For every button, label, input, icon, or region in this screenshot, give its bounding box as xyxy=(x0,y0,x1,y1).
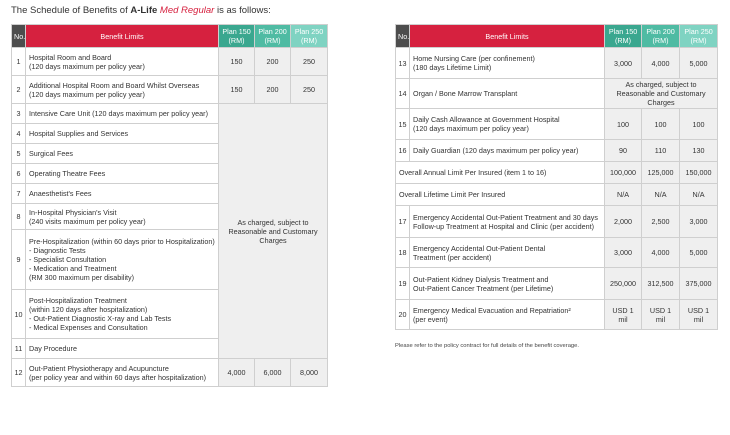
plan-150-value: 150 xyxy=(219,76,255,104)
plan-200-value: N/A xyxy=(642,184,680,206)
table-header xyxy=(396,25,718,48)
row-no: 19 xyxy=(396,268,410,300)
plan-150-value: USD 1 mil xyxy=(605,300,642,330)
row-limit: Out-Patient Kidney Dialysis Treatment and Out-Patient Cancer Treatment (per Lifetime) xyxy=(410,268,605,300)
plan-250-value: 3,000 xyxy=(680,206,718,238)
table-row xyxy=(396,206,718,238)
plan-250-value: 250 xyxy=(291,48,328,76)
plan-250-value: 150,000 xyxy=(680,162,718,184)
as-charged-cell xyxy=(219,104,328,359)
row-no: 1 xyxy=(12,48,26,76)
plan-150-value: 250,000 xyxy=(605,268,642,300)
row-no: 5 xyxy=(12,144,26,164)
row-no: 15 xyxy=(396,109,410,140)
plan-150-value: 90 xyxy=(605,140,642,162)
plan-200-value: 200 xyxy=(255,48,291,76)
table-row xyxy=(396,140,718,162)
row-limit: Emergency Accidental Out-Patient Treatment and 30 days Follow-up Treatment at Hospital and Clinic (per accident) xyxy=(410,206,605,238)
table-row xyxy=(396,48,718,79)
plan-150-value: 150 xyxy=(219,48,255,76)
row-no: 6 xyxy=(12,164,26,184)
plan-250-value: 100 xyxy=(680,109,718,140)
table-row xyxy=(396,268,718,300)
as-charged-cell: As charged, subject to Reasonable and Customary Charges xyxy=(605,79,718,109)
table-row xyxy=(12,359,328,387)
plan-200-value: 200 xyxy=(255,76,291,104)
row-no: 11 xyxy=(12,339,26,359)
header-plan-200: Plan 200 (RM) xyxy=(642,25,680,48)
plan-250-value: 130 xyxy=(680,140,718,162)
row-no: 17 xyxy=(396,206,410,238)
plan-150-value: 3,000 xyxy=(605,238,642,268)
row-limit: Emergency Medical Evacuation and Repatriation² (per event) xyxy=(410,300,605,330)
row-no: 4 xyxy=(12,124,26,144)
row-no: 20 xyxy=(396,300,410,330)
table-header xyxy=(12,25,328,48)
row-limit: Daily Cash Allowance at Government Hospital (120 days maximum per policy year) xyxy=(410,109,605,140)
row-limit: Emergency Accidental Out-Patient Dental Treatment (per accident) xyxy=(410,238,605,268)
row-no: 12 xyxy=(12,359,26,387)
row-limit: Pre-Hospitalization (within 60 days prior to Hospitalization) - Diagnostic Tests - Specialist Consultation - Medication and Treatment (RM 300 maximum per disability) xyxy=(26,230,219,290)
row-no: 9 xyxy=(12,230,26,290)
row-no: 2 xyxy=(12,76,26,104)
plan-200-value: 6,000 xyxy=(255,359,291,387)
plan-200-value: 2,500 xyxy=(642,206,680,238)
row-limit: Post-Hospitalization Treatment (within 120 days after hospitalization) - Out-Patient Diagnostic X-ray and Lab Tests - Medical Expenses and Consultation xyxy=(26,290,219,339)
plan-150-value: 4,000 xyxy=(219,359,255,387)
table-row xyxy=(12,48,328,76)
row-no: 14 xyxy=(396,79,410,109)
row-no: 3 xyxy=(12,104,26,124)
header-plan-150: Plan 150 (RM) xyxy=(605,25,642,48)
plan-250-value: 250 xyxy=(291,76,328,104)
plan-250-value: N/A xyxy=(680,184,718,206)
row-limit: Organ / Bone Marrow Transplant xyxy=(410,79,605,109)
table-row xyxy=(396,184,718,206)
title-suffix: is as follows: xyxy=(214,5,271,16)
as-charged-text: As charged, subject to Reasonable and Customary Charges xyxy=(228,217,318,245)
plan-200-value: 110 xyxy=(642,140,680,162)
header-plan-200: Plan 200 (RM) xyxy=(255,25,291,48)
row-limit: Surgical Fees xyxy=(26,144,219,164)
plan-200-value: USD 1 mil xyxy=(642,300,680,330)
row-no: 10 xyxy=(12,290,26,339)
header-benefit-limits: Benefit Limits xyxy=(410,25,605,48)
title-prefix: The Schedule of Benefits of xyxy=(11,5,131,16)
row-limit: Intensive Care Unit (120 days maximum per policy year) xyxy=(26,104,219,124)
plan-250-value: 375,000 xyxy=(680,268,718,300)
plan-150-value: 2,000 xyxy=(605,206,642,238)
table-row xyxy=(396,79,718,109)
header-plan-250: Plan 250 (RM) xyxy=(291,25,328,48)
row-no: 18 xyxy=(396,238,410,268)
row-limit: Anaesthetist's Fees xyxy=(26,184,219,204)
table-row xyxy=(12,104,328,124)
table-row xyxy=(396,162,718,184)
row-limit: Home Nursing Care (per confinement) (180 days Lifetime Limit) xyxy=(410,48,605,79)
benefits-table-left xyxy=(11,24,328,387)
row-limit: Hospital Supplies and Services xyxy=(26,124,219,144)
row-limit: Hospital Room and Board (120 days maximum per policy year) xyxy=(26,48,219,76)
plan-250-value: USD 1 mil xyxy=(680,300,718,330)
row-no: 8 xyxy=(12,204,26,230)
plan-200-value: 312,500 xyxy=(642,268,680,300)
table-row xyxy=(12,76,328,104)
plan-200-value: 125,000 xyxy=(642,162,680,184)
row-limit: Additional Hospital Room and Board Whilst Overseas (120 days maximum per policy year) xyxy=(26,76,219,104)
page-title xyxy=(11,5,271,16)
row-limit: Out-Patient Physiotherapy and Acupuncture (per policy year and within 60 days after hospitalization) xyxy=(26,359,219,387)
plan-200-value: 4,000 xyxy=(642,48,680,79)
plan-150-value: 100 xyxy=(605,109,642,140)
header-no: No. xyxy=(396,25,410,48)
row-limit: Operating Theatre Fees xyxy=(26,164,219,184)
lifetime-limit-label: Overall Lifetime Limit Per Insured xyxy=(396,184,605,206)
header-plan-150: Plan 150 (RM) xyxy=(219,25,255,48)
plan-150-value: N/A xyxy=(605,184,642,206)
plan-250-value: 5,000 xyxy=(680,238,718,268)
benefits-table-right xyxy=(395,24,718,330)
row-limit: In-Hospital Physician's Visit (240 visits maximum per policy year) xyxy=(26,204,219,230)
table-row xyxy=(396,238,718,268)
row-limit: Daily Guardian (120 days maximum per policy year) xyxy=(410,140,605,162)
row-no: 7 xyxy=(12,184,26,204)
row-no: 13 xyxy=(396,48,410,79)
header-plan-250: Plan 250 (RM) xyxy=(680,25,718,48)
title-product: Med Regular xyxy=(159,5,215,16)
plan-150-value: 100,000 xyxy=(605,162,642,184)
plan-250-value: 5,000 xyxy=(680,48,718,79)
header-benefit-limits: Benefit Limits xyxy=(26,25,219,48)
row-no: 16 xyxy=(396,140,410,162)
footnote: Please refer to the policy contract for full details of the benefit coverage. xyxy=(395,343,579,349)
annual-limit-label: Overall Annual Limit Per Insured (item 1 to 16) xyxy=(396,162,605,184)
header-no: No. xyxy=(12,25,26,48)
plan-200-value: 4,000 xyxy=(642,238,680,268)
plan-200-value: 100 xyxy=(642,109,680,140)
plan-150-value: 3,000 xyxy=(605,48,642,79)
title-brand: A-Life xyxy=(130,5,160,16)
table-row xyxy=(396,300,718,330)
row-limit: Day Procedure xyxy=(26,339,219,359)
table-row xyxy=(396,109,718,140)
plan-250-value: 8,000 xyxy=(291,359,328,387)
